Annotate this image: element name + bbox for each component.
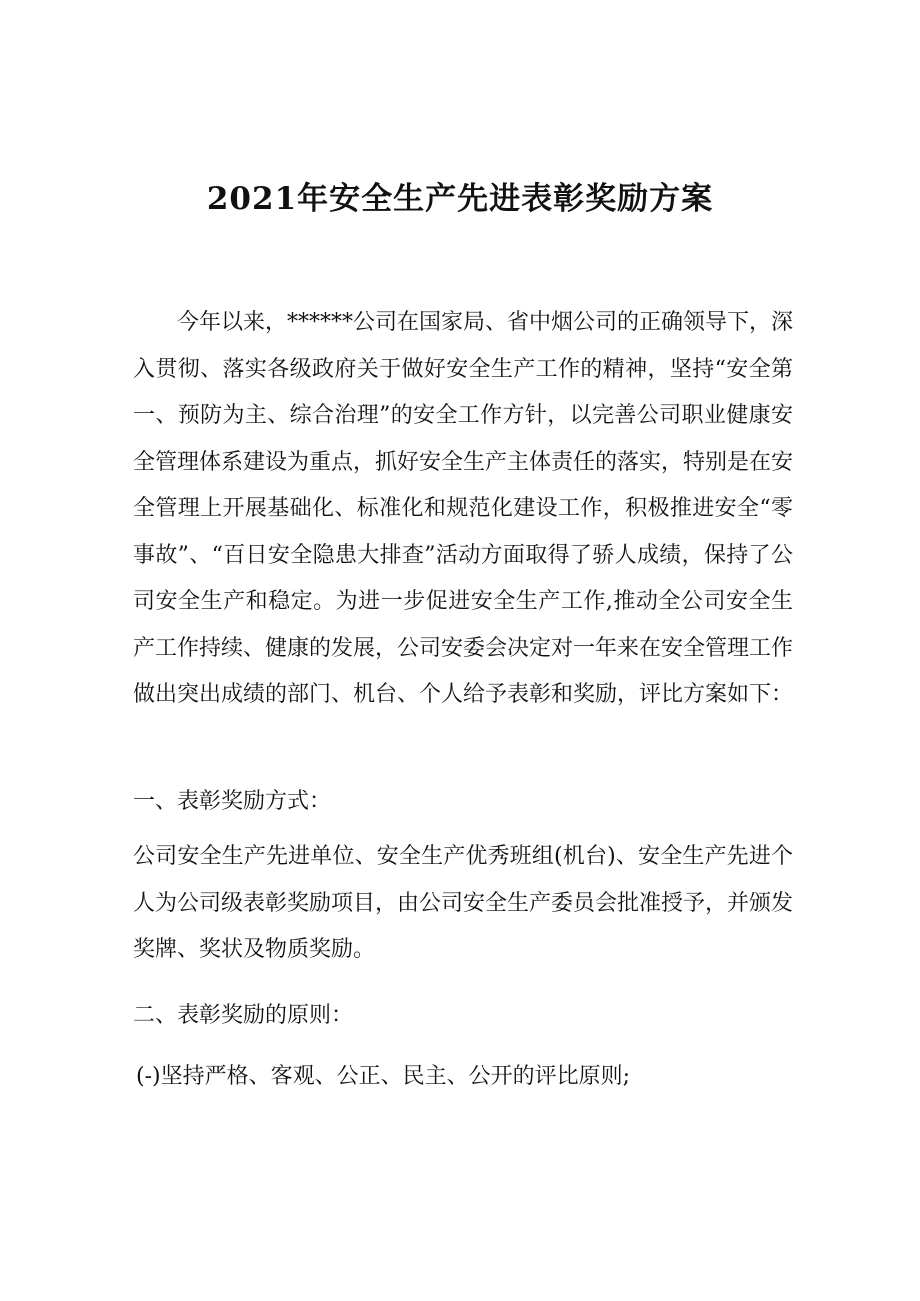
intro-paragraph: 今年以来，******公司在国家局、省中烟公司的正确领导下，深入贯彻、落实各级政府关于做好安全生产工作的精神，坚持“安全第一、预防为主、综合治理”的安全工作方针，以完善公司职业健康安全管理体系建设为重点，抓好安全生产主体责任的落实，特别是在安全管理上开展基础化、标准化和规范化建设工作，积极推进安全“零事故”、“百日安全隐患大排查”活动方面取得了骄人成绩，保持了公司安全生产和稳定。为进一步促进安全生产工作,推动全公司安全生产工作持续、健康的发展，公司安委会决定对一年来在安全管理工作做出突出成绩的部门、机台、个人给予表彰和奖励，评比方案如下： — [133, 310, 794, 707]
award-method-paragraph: 公司安全生产先进单位、安全生产优秀班组(机台)、安全生产先进个人为公司级表彰奖励项目，由公司安全生产委员会批准授予，并颁发奖牌、奖状及物质奖励。 — [133, 844, 794, 962]
document-title: 2021年安全生产先进表彰奖励方案 — [206, 181, 714, 217]
section-heading-award-principles: 二、表彰奖励的原则： — [133, 1003, 354, 1028]
principle-item-1: (-)坚持严格、客观、公正、民主、公开的评比原则; — [136, 1064, 631, 1089]
section-heading-award-method: 一、表彰奖励方式： — [133, 789, 332, 814]
